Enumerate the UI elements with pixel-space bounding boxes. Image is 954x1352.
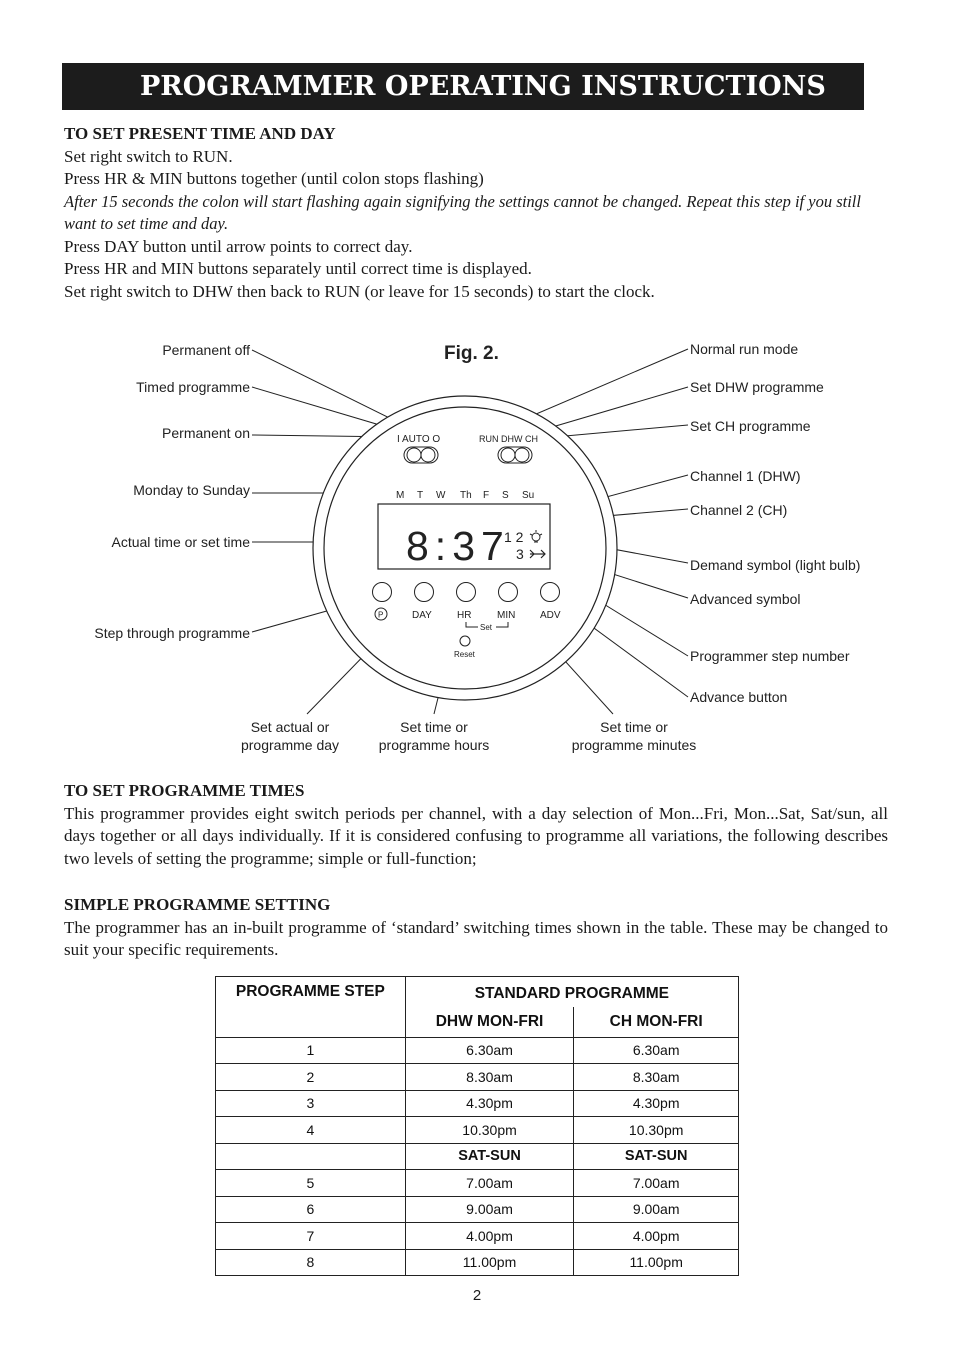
time-display: 8:37 [406,523,510,569]
ch-time-cell: 8.30am [574,1064,739,1091]
set-time-step-2: Press HR & MIN buttons together (until colon stops flashing) [64,169,484,188]
day-button-label: DAY [412,610,432,621]
label-permanent-on: Permanent on [162,425,250,441]
weekend-rows [216,1170,739,1276]
hr-button[interactable] [457,583,476,602]
ch-time-cell: 7.00am [574,1170,739,1197]
p-button[interactable] [373,583,392,602]
table-row [216,1117,739,1144]
day-f: F [483,490,490,501]
min-button[interactable] [499,583,518,602]
adv-button-label: ADV [540,610,561,621]
table-header-row [216,977,739,1007]
set-time-section [64,123,888,303]
set-time-step-3: Press DAY button until arrow points to correct day. [64,236,413,256]
table-row [216,1196,739,1223]
step-cell: 8 [216,1249,406,1276]
set-label: Set [480,623,493,632]
day-t: T [417,490,424,501]
header-programme-step: PROGRAMME STEP [216,977,406,1038]
ch-time-cell: 4.30pm [574,1090,739,1117]
set-time-note: After 15 seconds the colon will start flashing again signifying the settings cannot be changed. Repeat this step if you still want to set time and day. [64,191,861,233]
label-channel-2: Channel 2 (CH) [690,502,788,518]
label-set-hours-2: programme hours [378,737,490,753]
simple-programme-text: The programmer has an in-built programme of ‘standard’ switching times shown in the table. These may be changed to suit your specific requirements. [64,917,888,959]
dhw-time-cell: 9.00am [405,1196,574,1223]
label-set-minutes-2: programme minutes [571,737,697,753]
label-advanced-symbol: Advanced symbol [690,591,801,607]
page-number: 2 [472,1287,482,1304]
ch-time-cell: 10.30pm [574,1117,739,1144]
step-number: 3 [516,546,524,562]
table-row [216,1064,739,1091]
step-cell: 7 [216,1223,406,1250]
label-set-ch: Set CH programme [690,418,811,434]
table-row [216,1090,739,1117]
ch-time-cell: 6.30am [574,1037,739,1064]
right-switch-label: RUN DHW CH [479,434,538,444]
p-label: P [378,610,384,620]
dhw-time-cell: 7.00am [405,1170,574,1197]
right-mode-switch[interactable] [498,447,532,463]
programme-times-heading: TO SET PROGRAMME TIMES [64,781,305,800]
table-row [216,1037,739,1064]
simple-programme-heading: SIMPLE PROGRAMME SETTING [64,895,331,914]
weekend-dhw-header: SAT-SUN [405,1143,574,1170]
set-time-step-4: Press HR and MIN buttons separately until correct time is displayed. [64,259,532,278]
step-cell: 2 [216,1064,406,1091]
ch-time-cell: 11.00pm [574,1249,739,1276]
day-m: M [396,490,405,501]
label-actual-time: Actual time or set time [111,534,250,550]
figure-caption: Fig. 2. [444,343,499,364]
table-row [216,1223,739,1250]
header-ch-mon-fri: CH MON-FRI [574,1007,739,1038]
header-standard-programme: STANDARD PROGRAMME [405,977,738,1007]
weekend-step-cell [216,1143,406,1170]
label-monday-to-sunday: Monday to Sunday [133,482,250,498]
dhw-time-cell: 4.30pm [405,1090,574,1117]
dhw-time-cell: 6.30am [405,1037,574,1064]
label-timed-programme: Timed programme [136,379,250,395]
weekend-header-row [216,1143,739,1170]
label-normal-run: Normal run mode [690,341,799,357]
label-set-hours-1: Set time or [400,719,468,735]
ch-time-cell: 9.00am [574,1196,739,1223]
label-permanent-off: Permanent off [162,342,250,358]
reset-label: Reset [454,650,475,659]
step-cell: 5 [216,1170,406,1197]
label-channel-1: Channel 1 (DHW) [690,468,801,484]
dhw-time-cell: 10.30pm [405,1117,574,1144]
programmer-diagram [0,330,954,770]
set-time-step-5: Set right switch to DHW then back to RUN (or leave for 15 seconds) to start the clock. [64,281,655,301]
min-button-label: MIN [497,610,516,621]
label-demand-symbol: Demand symbol (light bulb) [690,557,861,573]
table-row [216,1249,739,1276]
label-set-day-1: Set actual or [250,719,330,735]
day-th: Th [460,490,472,501]
day-button[interactable] [415,583,434,602]
hr-button-label: HR [457,610,472,621]
label-set-dhw: Set DHW programme [690,379,824,395]
left-switch-label: I AUTO O [397,434,441,445]
day-s: S [502,490,509,501]
dhw-time-cell: 8.30am [405,1064,574,1091]
ch-time-cell: 4.00pm [574,1223,739,1250]
left-mode-switch[interactable] [404,447,438,463]
step-cell: 1 [216,1037,406,1064]
day-su: Su [522,490,535,501]
day-w: W [436,490,446,501]
dhw-time-cell: 4.00pm [405,1223,574,1250]
set-time-heading: TO SET PRESENT TIME AND DAY [64,124,336,143]
set-time-step-1: Set right switch to RUN. [64,146,233,166]
label-set-minutes-1: Set time or [600,719,668,735]
label-advance-button: Advance button [690,689,788,705]
simple-programme-section [64,894,888,962]
page-title: PROGRAMMER OPERATING INSTRUCTIONS [62,63,864,110]
standard-programme-table [215,976,739,1276]
channel-numbers: 1 2 [504,529,524,545]
step-cell: 3 [216,1090,406,1117]
reset-button[interactable] [460,636,470,646]
adv-button[interactable] [541,583,560,602]
label-step-number: Programmer step number [690,648,850,664]
programme-times-text: This programmer provides eight switch periods per channel, with a day selection of Mon...Fri, Mon...Sat, Sat/sun, all days together or all days individually. If it is considered confusing to programme all variations, the following describes two levels of setting the programme; simple or full-function; [64,803,888,868]
weekend-ch-header: SAT-SUN [574,1143,739,1170]
weekday-rows [216,1037,739,1143]
step-cell: 4 [216,1117,406,1144]
header-dhw-mon-fri: DHW MON-FRI [405,1007,574,1038]
step-cell: 6 [216,1196,406,1223]
dhw-time-cell: 11.00pm [405,1249,574,1276]
table-row [216,1170,739,1197]
label-set-day-2: programme day [240,737,340,753]
programme-times-section [64,780,888,870]
label-step-through: Step through programme [94,625,250,641]
